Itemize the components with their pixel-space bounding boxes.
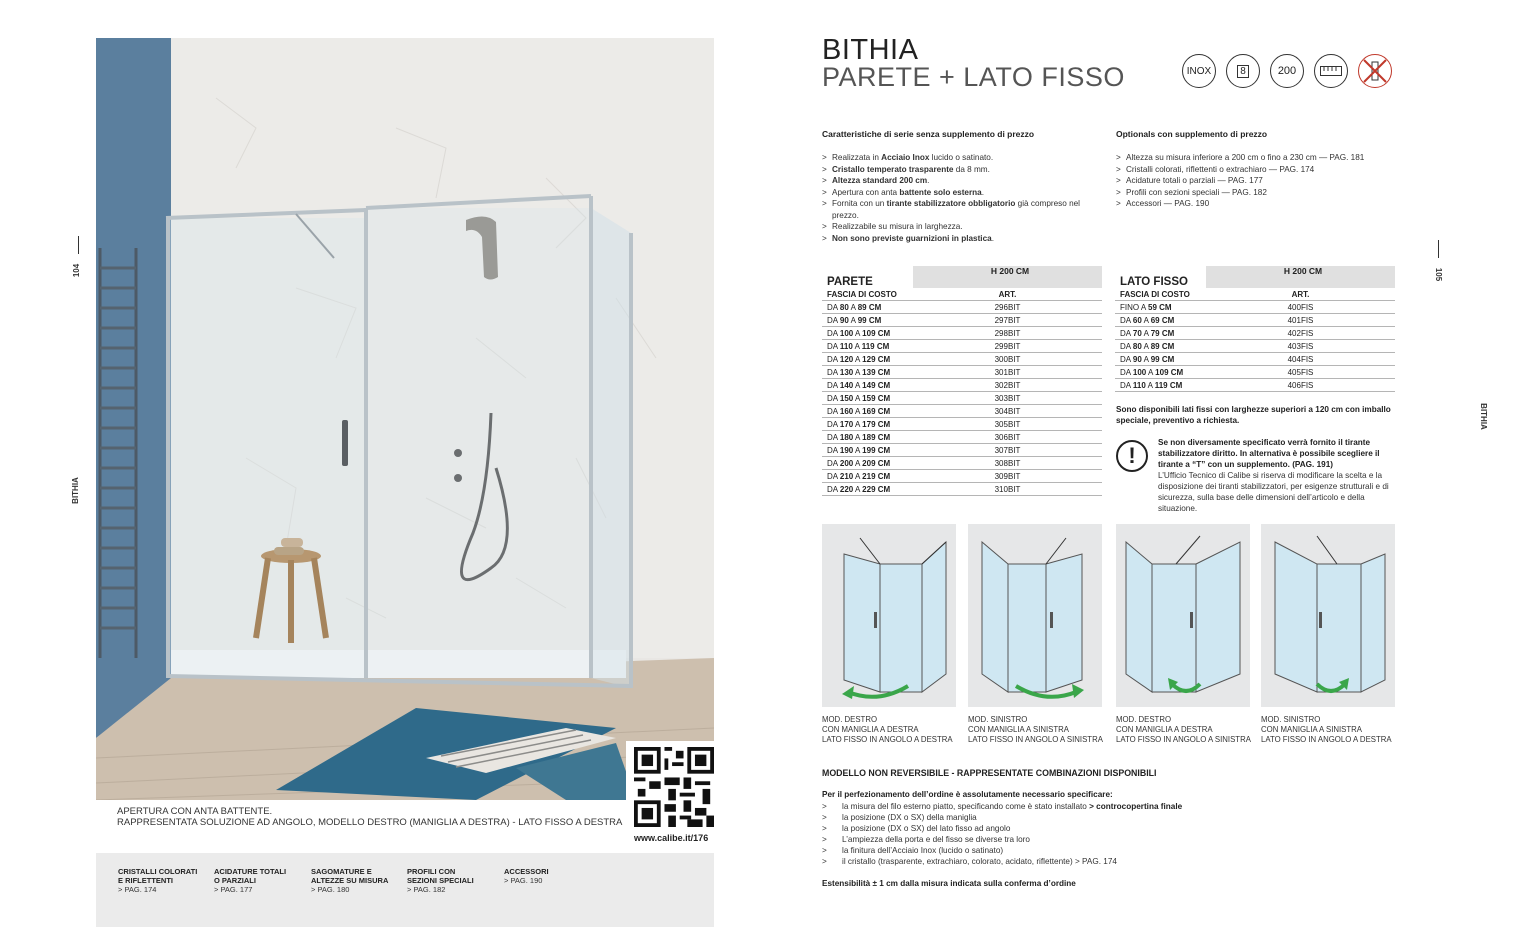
option-title-2: ALTEZZE SU MISURA <box>311 876 389 885</box>
article-code-cell: 401FIS <box>1206 314 1395 327</box>
option-page: > PAG. 190 <box>504 876 543 885</box>
parete-title: PARETE <box>827 276 873 288</box>
parete-col-cost: FASCIA DI COSTO <box>822 288 913 301</box>
height-icon-label: 200 <box>1277 65 1297 77</box>
option-title-1: SAGOMATURE E <box>311 867 372 876</box>
qr-code-icon[interactable] <box>634 747 714 827</box>
option-page: > PAG. 177 <box>214 885 253 894</box>
cost-range-cell: DA 220 A 229 CM <box>822 483 913 496</box>
shower-diagram-3 <box>1116 524 1250 707</box>
option-title-2: E RIFLETTENTI <box>118 876 173 885</box>
order-list <box>822 801 1242 867</box>
parete-table-block <box>822 266 1102 496</box>
article-code-cell: 303BIT <box>913 392 1102 405</box>
cost-range-cell: DA 130 A 139 CM <box>822 366 913 379</box>
table-row <box>822 405 1102 418</box>
table-row <box>822 301 1102 314</box>
article-code-cell: 309BIT <box>913 470 1102 483</box>
parete-col-art: ART. <box>913 288 1102 301</box>
article-code-cell: 306BIT <box>913 431 1102 444</box>
shower-diagram-4 <box>1261 524 1395 707</box>
lato-note: Sono disponibili lati fissi con larghezze superiori a 120 cm con imballo speciale, preventivo a richiesta. <box>1116 405 1391 425</box>
lato-col-art: ART. <box>1206 288 1395 301</box>
table-row <box>822 392 1102 405</box>
feature-item: > Non sono previste guarnizioni in plastica. <box>822 233 1107 245</box>
table-row <box>822 431 1102 444</box>
lato-height-header: H 200 CM <box>1206 266 1395 288</box>
diagram-label: MOD. DESTRO CON MANIGLIA A DESTRA LATO FISSO IN ANGOLO A SINISTRA <box>1116 715 1251 744</box>
table-row <box>822 483 1102 496</box>
cost-range-cell: DA 190 A 199 CM <box>822 444 913 457</box>
warning-icon: ! <box>1116 440 1148 472</box>
option-title-1: CRISTALLI COLORATI <box>118 867 198 876</box>
lato-table-block <box>1115 266 1395 392</box>
article-code-cell: 301BIT <box>913 366 1102 379</box>
warning-block <box>1158 437 1398 514</box>
article-code-cell: 308BIT <box>913 457 1102 470</box>
cost-range-cell: DA 80 A 89 CM <box>1115 340 1206 353</box>
cost-range-cell: DA 60 A 69 CM <box>1115 314 1206 327</box>
ruler-icon <box>1320 66 1342 76</box>
features-title: Caratteristiche di serie senza supplemento di prezzo <box>822 129 1035 139</box>
cost-range-cell: DA 100 A 109 CM <box>822 327 913 340</box>
warning-text: L’Ufficio Tecnico di Calibe si riserva di modificare la scelta e la disposizione dei tiranti stabilizzatori, per esigenze strutturali e di sicurezza, sulla base delle dimensioni dell’articolo e della situazione. <box>1158 471 1389 513</box>
option-title-1: ACCESSORI <box>504 867 549 876</box>
table-row <box>822 340 1102 353</box>
article-code-cell: 297BIT <box>913 314 1102 327</box>
cost-range-cell: FINO A 59 CM <box>1115 301 1206 314</box>
height-icon <box>1270 54 1304 88</box>
no-gasket-icon <box>1358 54 1392 88</box>
cost-range-cell: DA 180 A 189 CM <box>822 431 913 444</box>
cost-range-cell: DA 200 A 209 CM <box>822 457 913 470</box>
article-code-cell: 307BIT <box>913 444 1102 457</box>
optional-item: > Acidature totali o parziali — PAG. 177 <box>1116 175 1406 187</box>
article-code-cell: 299BIT <box>913 340 1102 353</box>
table-row <box>822 470 1102 483</box>
table-row <box>822 353 1102 366</box>
cost-range-cell: DA 90 A 99 CM <box>822 314 913 327</box>
option-item <box>214 867 306 894</box>
cost-range-cell: DA 160 A 169 CM <box>822 405 913 418</box>
options-bar <box>96 853 714 927</box>
table-row <box>822 327 1102 340</box>
diagram-label: MOD. SINISTRO CON MANIGLIA A SINISTRA LATO FISSO IN ANGOLO A DESTRA <box>1261 715 1392 744</box>
feature-item: > Fornita con un tirante stabilizzatore obbligatorio già compreso nel prezzo. <box>822 198 1107 221</box>
table-row <box>822 418 1102 431</box>
option-title-1: ACIDATURE TOTALI <box>214 867 287 876</box>
lato-col-cost: FASCIA DI COSTO <box>1115 288 1206 301</box>
table-row <box>1115 327 1395 340</box>
section-label-left: BITHIA <box>70 477 80 504</box>
optionals-title: Optionals con supplemento di prezzo <box>1116 129 1268 139</box>
order-item: > la posizione (DX o SX) della maniglia <box>822 813 977 822</box>
diagram-label: MOD. DESTRO CON MANIGLIA A DESTRA LATO FISSO IN ANGOLO A DESTRA <box>822 715 953 744</box>
article-code-cell: 405FIS <box>1206 366 1395 379</box>
feature-item: > Apertura con anta battente solo esterna. <box>822 187 1107 199</box>
option-title-2: SEZIONI SPECIALI <box>407 876 474 885</box>
table-row <box>1115 379 1395 392</box>
diagram-right-handle-left-corner <box>1116 524 1250 707</box>
lato-table <box>1115 266 1395 392</box>
option-page: > PAG. 180 <box>311 885 350 894</box>
cost-range-cell: DA 90 A 99 CM <box>1115 353 1206 366</box>
table-row <box>1115 340 1395 353</box>
optional-item: > Altezza su misura inferiore a 200 cm o fino a 230 cm — PAG. 181 <box>1116 152 1406 164</box>
feature-item: > Cristallo temperato trasparente da 8 mm. <box>822 164 1107 176</box>
table-row <box>822 444 1102 457</box>
option-item <box>311 867 403 894</box>
option-title-2: O PARZIALI <box>214 876 256 885</box>
crossed-gasket-icon <box>1362 58 1388 84</box>
page-number-left-text: 104 <box>72 263 82 278</box>
table-row <box>822 314 1102 327</box>
article-code-cell: 402FIS <box>1206 327 1395 340</box>
option-item <box>118 867 210 894</box>
glass-thickness-label: 8 <box>1237 65 1249 78</box>
table-row <box>822 366 1102 379</box>
inox-icon-label: INOX <box>1186 65 1212 77</box>
article-code-cell: 400FIS <box>1206 301 1395 314</box>
non-reversible-note: MODELLO NON REVERSIBILE - RAPPRESENTATE COMBINAZIONI DISPONIBILI <box>822 768 1157 778</box>
warning-bold-text: Se non diversamente specificato verrà fornito il tirante stabilizzatore diritto. In alternativa è possibile scegliere il tirante a “T” con un supplemento. (PAG. 191) <box>1158 438 1380 469</box>
table-row <box>822 457 1102 470</box>
article-code-cell: 300BIT <box>913 353 1102 366</box>
article-code-cell: 404FIS <box>1206 353 1395 366</box>
product-title: BITHIA <box>822 34 919 66</box>
product-subtitle: PARETE + LATO FISSO <box>822 62 1125 92</box>
diagram-right-handle-right-corner <box>822 524 956 707</box>
order-item: > la finitura dell’Acciaio Inox (lucido o satinato) <box>822 846 1004 855</box>
page-number-left <box>70 236 83 278</box>
shower-scene-illustration <box>96 38 714 800</box>
option-title-1: PROFILI CON <box>407 867 456 876</box>
photo-caption <box>117 806 622 828</box>
optionals-list <box>1116 152 1406 210</box>
optional-item: > Accessori — PAG. 190 <box>1116 198 1406 210</box>
table-row <box>1115 353 1395 366</box>
feature-item: > Realizzata in Acciaio Inox lucido o satinato. <box>822 152 1107 164</box>
features-list <box>822 152 1107 244</box>
diagram-left-handle-right-corner <box>1261 524 1395 707</box>
shower-diagram-1 <box>822 524 956 707</box>
inox-icon <box>1182 54 1216 88</box>
order-title: Per il perfezionamento dell’ordine è assolutamente necessario specificare: <box>822 790 1113 799</box>
table-row <box>822 379 1102 392</box>
article-code-cell: 302BIT <box>913 379 1102 392</box>
cost-range-cell: DA 210 A 219 CM <box>822 470 913 483</box>
feature-item: > Realizzabile su misura in larghezza. <box>822 221 1107 233</box>
extensibility-note: Estensibilità ± 1 cm dalla misura indicata sulla conferma d’ordine <box>822 879 1076 888</box>
section-label-right: BITHIA <box>1478 403 1488 430</box>
optional-item: > Profili con sezioni speciali — PAG. 182 <box>1116 187 1406 199</box>
article-code-cell: 296BIT <box>913 301 1102 314</box>
article-code-cell: 310BIT <box>913 483 1102 496</box>
order-item: > la posizione (DX o SX) del lato fisso ad angolo <box>822 824 1011 833</box>
cost-range-cell: DA 80 A 89 CM <box>822 301 913 314</box>
order-item: > il cristallo (trasparente, extrachiaro, colorato, acidato, riflettente) > PAG. 174 <box>822 857 1117 866</box>
cost-range-cell: DA 140 A 149 CM <box>822 379 913 392</box>
table-row <box>1115 314 1395 327</box>
optional-item: > Cristalli colorati, riflettenti o extrachiaro — PAG. 174 <box>1116 164 1406 176</box>
parete-height-header: H 200 CM <box>913 266 1102 288</box>
caption-line-1: APERTURA CON ANTA BATTENTE. <box>117 806 273 817</box>
cost-range-cell: DA 110 A 119 CM <box>822 340 913 353</box>
table-row <box>1115 301 1395 314</box>
glass-thickness-icon <box>1226 54 1260 88</box>
qr-block[interactable] <box>626 741 716 853</box>
page-number-right <box>1432 240 1445 282</box>
table-row <box>1115 366 1395 379</box>
article-code-cell: 298BIT <box>913 327 1102 340</box>
option-page: > PAG. 174 <box>118 885 157 894</box>
shower-diagram-2 <box>968 524 1102 707</box>
diagram-label: MOD. SINISTRO CON MANIGLIA A SINISTRA LATO FISSO IN ANGOLO A SINISTRA <box>968 715 1103 744</box>
cost-range-cell: DA 120 A 129 CM <box>822 353 913 366</box>
cost-range-cell: DA 150 A 159 CM <box>822 392 913 405</box>
article-code-cell: 304BIT <box>913 405 1102 418</box>
cost-range-cell: DA 100 A 109 CM <box>1115 366 1206 379</box>
page-number-right-text: 105 <box>1434 267 1444 282</box>
qr-url[interactable]: www.calibe.it/176 <box>634 833 709 843</box>
cost-range-cell: DA 110 A 119 CM <box>1115 379 1206 392</box>
article-code-cell: 403FIS <box>1206 340 1395 353</box>
article-code-cell: 406FIS <box>1206 379 1395 392</box>
article-code-cell: 305BIT <box>913 418 1102 431</box>
order-item: > L’ampiezza della porta e del fisso se diverse tra loro <box>822 835 1030 844</box>
caption-line-2: RAPPRESENTATA SOLUZIONE AD ANGOLO, MODELLO DESTRO (MANIGLIA A DESTRA) - LATO FISSO A DESTRA <box>117 817 623 828</box>
option-item <box>504 867 596 885</box>
product-photo <box>96 38 714 800</box>
feature-item: > Altezza standard 200 cm. <box>822 175 1107 187</box>
measure-icon <box>1314 54 1348 88</box>
parete-table <box>822 266 1102 496</box>
order-item: > la misura del filo esterno piatto, specificando come è stato installato > controcopertina finale <box>822 802 1183 811</box>
diagram-left-handle-left-corner <box>968 524 1102 707</box>
option-page: > PAG. 182 <box>407 885 446 894</box>
cost-range-cell: DA 170 A 179 CM <box>822 418 913 431</box>
lato-title: LATO FISSO <box>1120 276 1188 288</box>
cost-range-cell: DA 70 A 79 CM <box>1115 327 1206 340</box>
option-item <box>407 867 499 894</box>
